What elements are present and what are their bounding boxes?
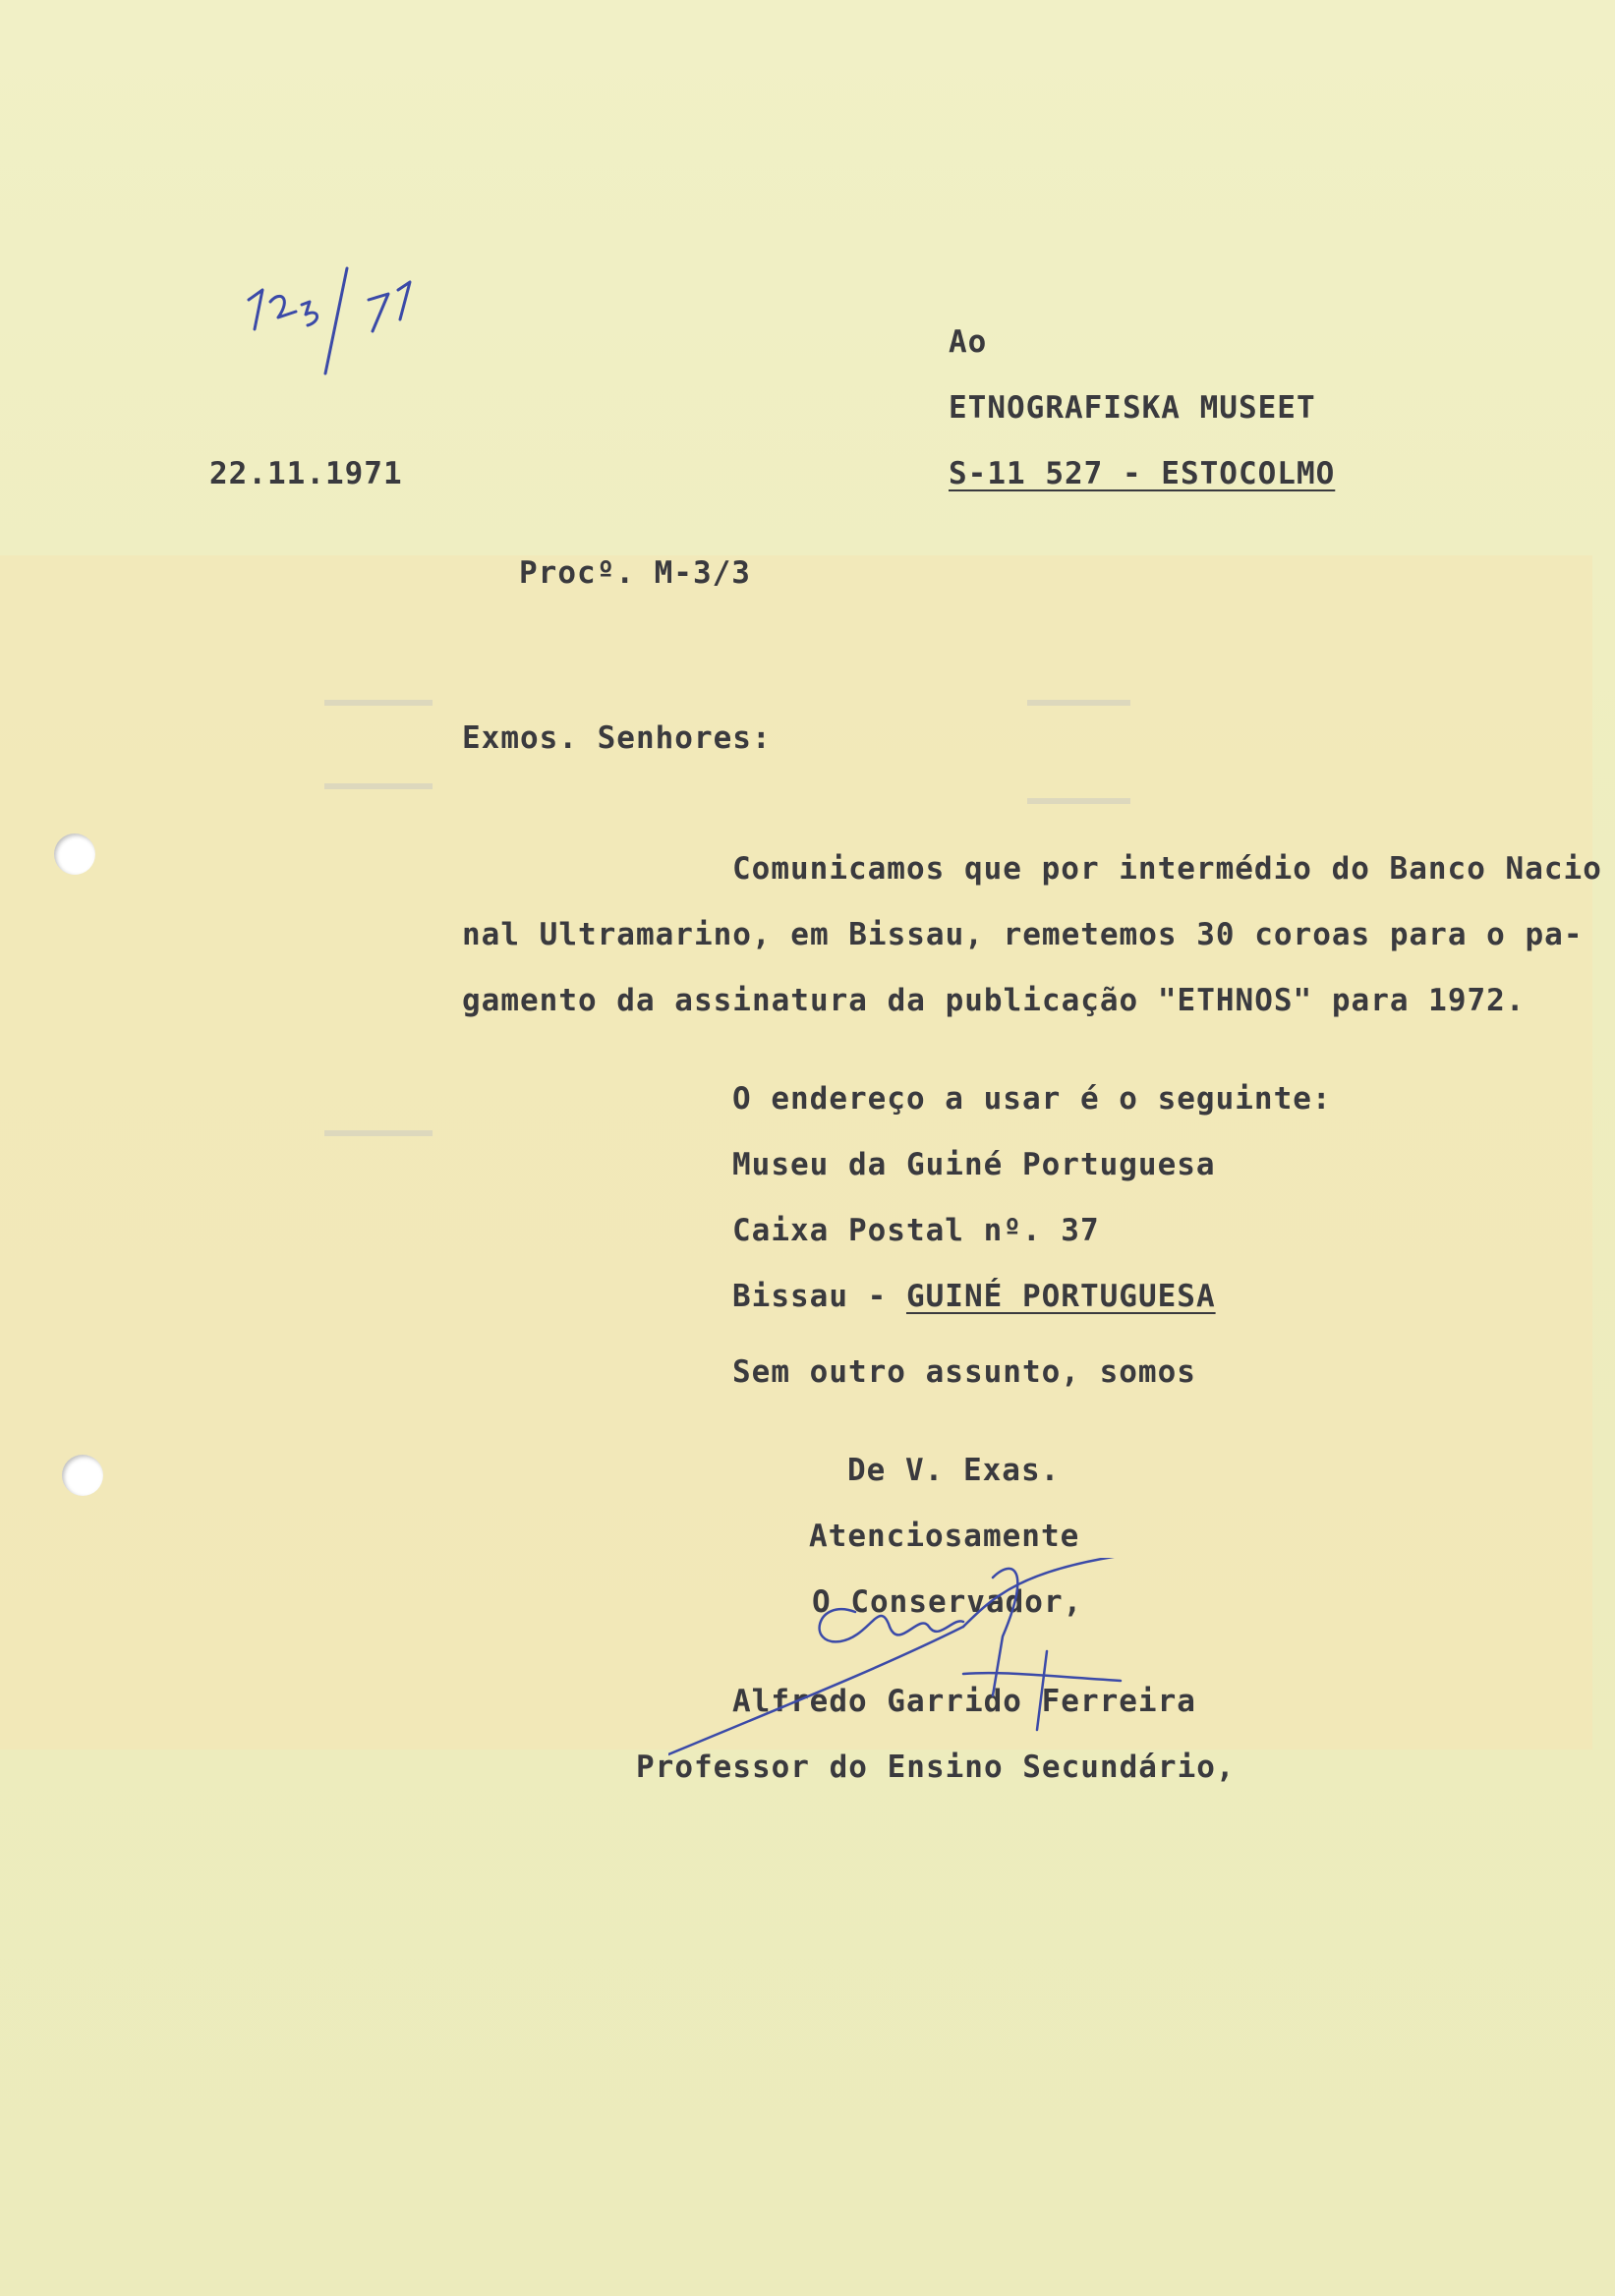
closing-line-4: O Conservador,	[812, 1584, 1083, 1620]
smudge-mark	[324, 1130, 433, 1136]
recipient-institution: ETNOGRAFISKA MUSEET	[949, 390, 1316, 426]
address-line-1: Museu da Guiné Portuguesa	[732, 1147, 1216, 1182]
body-line-2: nal Ultramarino, em Bissau, remetemos 30 coroas para o pa-	[462, 917, 1584, 952]
closing-line-2: De V. Exas.	[847, 1453, 1061, 1488]
body-line-1: Comunicamos que por intermédio do Banco Nacio	[732, 851, 1602, 887]
smudge-mark	[324, 783, 433, 789]
address-city: Bissau -	[732, 1279, 906, 1314]
salutation: Exmos. Senhores:	[462, 720, 772, 756]
recipient-address: S-11 527 - ESTOCOLMO	[949, 456, 1336, 491]
address-intro: O endereço a usar é o seguinte:	[732, 1081, 1332, 1117]
signatory-name: Alfredo Garrido Ferreira	[732, 1684, 1196, 1719]
address-country: GUINÉ PORTUGUESA	[905, 1279, 1216, 1314]
smudge-mark	[324, 700, 433, 706]
handwritten-reference-number	[241, 260, 467, 378]
letter-date: 22.11.1971	[209, 456, 403, 491]
handwritten-signature	[668, 1558, 1160, 1774]
address-line-3	[732, 1279, 1216, 1314]
smudge-mark	[1027, 700, 1130, 706]
closing-line-1: Sem outro assunto, somos	[732, 1354, 1196, 1390]
address-line-2: Caixa Postal nº. 37	[732, 1213, 1100, 1248]
smudge-mark	[1027, 798, 1130, 804]
punch-hole-top	[54, 833, 95, 875]
body-line-3: gamento da assinatura da publicação "ETHNOS" para 1972.	[462, 983, 1526, 1018]
signatory-title: Professor do Ensino Secundário,	[636, 1750, 1236, 1785]
punch-hole-bottom	[62, 1455, 103, 1496]
recipient-to: Ao	[949, 324, 988, 360]
closing-line-3: Atenciosamente	[809, 1519, 1080, 1554]
process-reference: Procº. M-3/3	[519, 555, 751, 591]
